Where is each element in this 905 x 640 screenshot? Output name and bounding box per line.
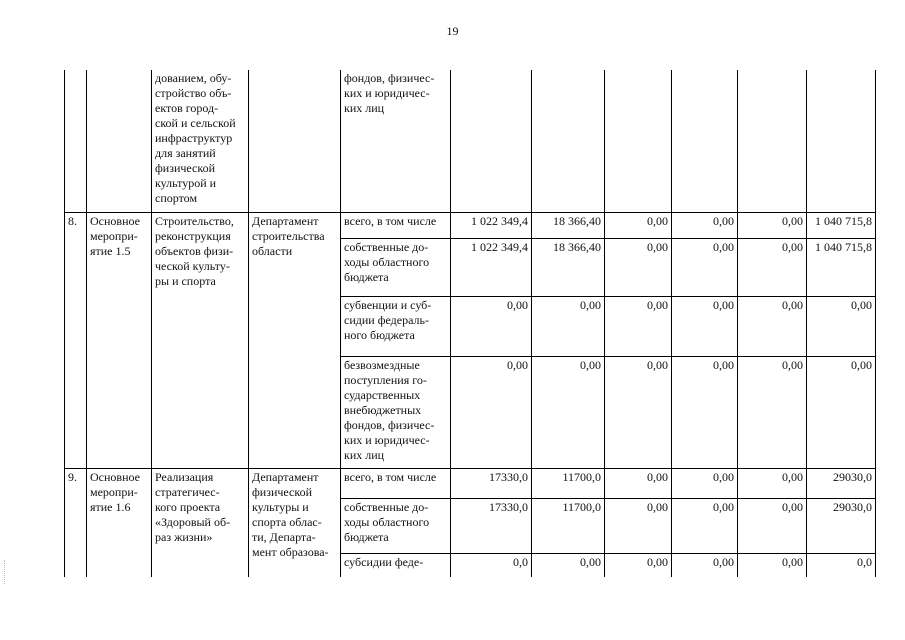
cell-value: 0,00 bbox=[672, 356, 738, 468]
cell-value: 0,00 bbox=[605, 212, 672, 238]
cell-value: 29030,0 bbox=[807, 498, 876, 553]
cell-executor: Департамент строительства области bbox=[249, 212, 341, 468]
cell-activity: Строительство, реконструкция объектов физи- ческой культу- ры и спорта bbox=[152, 212, 249, 468]
cell-value: 17330,0 bbox=[451, 498, 532, 553]
cell-value: 11700,0 bbox=[532, 468, 605, 498]
cell-value: 0,00 bbox=[738, 468, 807, 498]
cell-value: 18 366,40 bbox=[532, 238, 605, 296]
cell-source: субвенции и суб- сидии федераль- ного бюджета bbox=[341, 296, 451, 356]
cell-source: всего, в том числе bbox=[341, 212, 451, 238]
cell-source: всего, в том числе bbox=[341, 468, 451, 498]
cell-value: 0,00 bbox=[672, 468, 738, 498]
cell-value: 0,00 bbox=[672, 498, 738, 553]
cell-executor: Департамент физической культуры и спорта облас- ти, Департа- мент образова- bbox=[249, 468, 341, 577]
cell-event: Основное меропри- ятие 1.5 bbox=[87, 212, 152, 468]
cell-value: 0,00 bbox=[605, 498, 672, 553]
cell-no bbox=[65, 70, 87, 212]
cell-value: 0,00 bbox=[807, 296, 876, 356]
cell-value: 0,00 bbox=[738, 238, 807, 296]
cell-event: Основное меропри- ятие 1.6 bbox=[87, 468, 152, 577]
cell-value: 0,00 bbox=[738, 498, 807, 553]
cell-value: 0,00 bbox=[672, 296, 738, 356]
table-row bbox=[65, 212, 876, 238]
cell-value: 0,00 bbox=[738, 296, 807, 356]
cell-value bbox=[451, 70, 532, 212]
table-row-continuation bbox=[65, 70, 876, 212]
cell-value bbox=[738, 70, 807, 212]
cell-source: безвозмездные поступления го- сударственных внебюджетных фондов, физичес- ких и юридичес- ких лиц bbox=[341, 356, 451, 468]
cell-value: 0,00 bbox=[738, 553, 807, 577]
cell-value: 11700,0 bbox=[532, 498, 605, 553]
cell-value: 0,00 bbox=[532, 296, 605, 356]
cell-value: 0,00 bbox=[451, 296, 532, 356]
cell-activity: дованием, обу- стройство объ- ектов город- ской и сельской инфраструктур для занятий физической культурой и спортом bbox=[152, 70, 249, 212]
cell-value: 0,00 bbox=[532, 356, 605, 468]
cell-source: субсидии феде- bbox=[341, 553, 451, 577]
cell-value: 0,00 bbox=[532, 553, 605, 577]
cell-value: 17330,0 bbox=[451, 468, 532, 498]
table-row bbox=[65, 468, 876, 498]
cell-value: 0,00 bbox=[807, 356, 876, 468]
cell-value bbox=[605, 70, 672, 212]
cell-source: собственные до- ходы областного бюджета bbox=[341, 498, 451, 553]
cell-value: 0,00 bbox=[738, 356, 807, 468]
cell-source: собственные до- ходы областного бюджета bbox=[341, 238, 451, 296]
cell-value bbox=[807, 70, 876, 212]
cell-value bbox=[672, 70, 738, 212]
cell-value bbox=[532, 70, 605, 212]
cell-value: 0,00 bbox=[738, 212, 807, 238]
cell-value: 0,0 bbox=[807, 553, 876, 577]
budget-table bbox=[64, 70, 876, 577]
cell-value: 0,00 bbox=[451, 356, 532, 468]
cell-source: фондов, физичес- ких и юридичес- ких лиц bbox=[341, 70, 451, 212]
cell-value: 0,00 bbox=[672, 238, 738, 296]
cell-value: 1 022 349,4 bbox=[451, 238, 532, 296]
cell-value: 0,00 bbox=[605, 553, 672, 577]
cell-activity: Реализация стратегичес- кого проекта «Здоровый об- раз жизни» bbox=[152, 468, 249, 577]
cell-value: 1 022 349,4 bbox=[451, 212, 532, 238]
cell-value: 18 366,40 bbox=[532, 212, 605, 238]
cell-value: 1 040 715,8 bbox=[807, 212, 876, 238]
cell-value: 0,00 bbox=[605, 296, 672, 356]
cell-no: 9. bbox=[65, 468, 87, 577]
cell-value: 29030,0 bbox=[807, 468, 876, 498]
cell-value: 0,0 bbox=[451, 553, 532, 577]
cell-value: 0,00 bbox=[672, 212, 738, 238]
cell-value: 0,00 bbox=[605, 468, 672, 498]
cell-no: 8. bbox=[65, 212, 87, 468]
cell-value: 1 040 715,8 bbox=[807, 238, 876, 296]
cell-value: 0,00 bbox=[605, 356, 672, 468]
page-number: 19 bbox=[446, 24, 459, 38]
cell-value: 0,00 bbox=[672, 553, 738, 577]
cell-executor bbox=[249, 70, 341, 212]
cell-event bbox=[87, 70, 152, 212]
scan-edge-mark bbox=[4, 560, 7, 584]
cell-value: 0,00 bbox=[605, 238, 672, 296]
